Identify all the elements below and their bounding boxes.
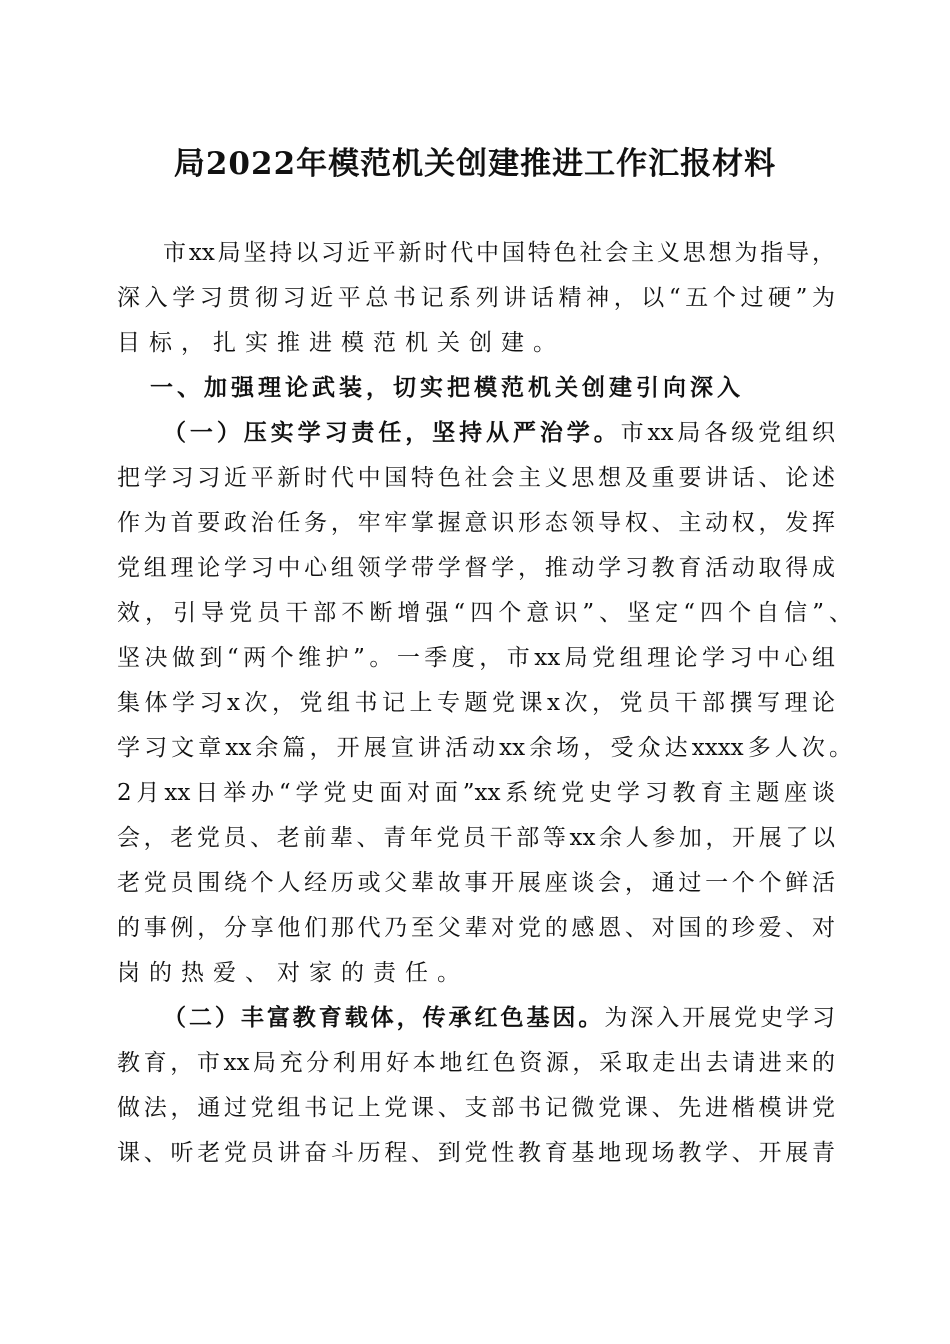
text-span: 为深入开展党史学习 — [604, 1005, 836, 1031]
text-line: 深入学习贯彻习近平总书记系列讲话精神，以“五个过硬”为 — [117, 285, 835, 311]
text-line: 坚决做到“两个维护”。一季度，市xx局党组理论学习中心组 — [117, 645, 835, 671]
text-line: 学习文章xx余篇，开展宣讲活动xx余场，受众达xxxx多人次。 — [117, 735, 852, 761]
text-line: 效，引导党员干部不断增强“四个意识”、坚定“四个自信”、 — [117, 600, 852, 626]
text-line: 集体学习x次，党组书记上专题党课x次，党员干部撰写理论 — [117, 690, 835, 716]
text-line — [163, 418, 835, 448]
document-title: 局2022年模范机关创建推进工作汇报材料 — [173, 146, 777, 182]
text-line: 把学习习近平新时代中国特色社会主义思想及重要讲话、论述 — [117, 465, 835, 491]
subsection-heading: （一）压实学习责任，坚持从严治学。 — [163, 419, 621, 446]
text-line — [163, 1003, 835, 1033]
text-line: 教育，市xx局充分利用好本地红色资源，采取走出去请进来的 — [117, 1050, 835, 1076]
text-line: 老党员围绕个人经历或父辈故事开展座谈会，通过一个个鲜活 — [117, 870, 835, 896]
text-line: 岗的热爱、对家的责任。 — [117, 960, 469, 986]
subsection-heading: （二）丰富教育载体，传承红色基因。 — [163, 1004, 605, 1031]
text-line: 会，老党员、老前辈、青年党员干部等xx余人参加，开展了以 — [117, 825, 835, 851]
text-line: 做法，通过党组书记上党课、支部书记微党课、先进楷模讲党 — [117, 1095, 835, 1121]
text-span: 市xx局各级党组织 — [620, 420, 835, 446]
text-line: 市xx局坚持以习近平新时代中国特色社会主义思想为指导， — [163, 240, 835, 266]
text-line: 党组理论学习中心组领学带学督学，推动学习教育活动取得成 — [117, 555, 835, 581]
text-line: 的事例，分享他们那代乃至父辈对党的感恩、对国的珍爱、对 — [117, 915, 835, 941]
section-heading: 一、加强理论武装，切实把模范机关创建引向深入 — [150, 375, 744, 401]
text-line: 2月xx日举办“学党史面对面”xx系统党史学习教育主题座谈 — [117, 780, 835, 806]
text-line: 作为首要政治任务，牢牢掌握意识形态领导权、主动权，发挥 — [117, 510, 835, 536]
text-line: 目标，扎实推进模范机关创建。 — [117, 330, 565, 356]
text-line: 课、听老党员讲奋斗历程、到党性教育基地现场教学、开展青 — [117, 1140, 835, 1166]
